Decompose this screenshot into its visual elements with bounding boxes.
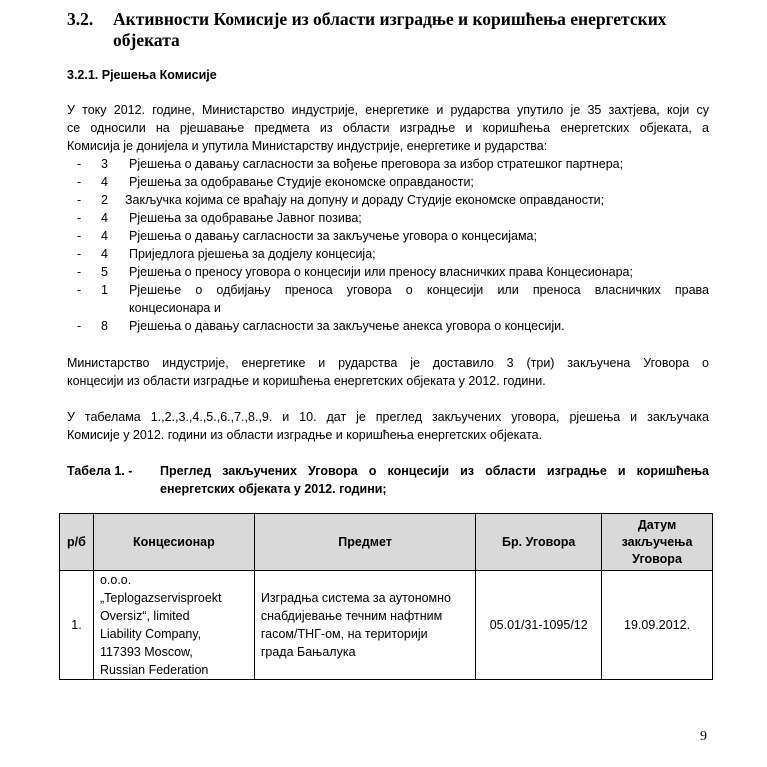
list-item — [67, 227, 709, 245]
cell-num: 1. — [60, 571, 94, 680]
subsection-title: 3.2.1. Рјешења Комисије — [67, 68, 217, 82]
list-text: Рјешења за одобравање Студије економске оправданости; — [129, 175, 474, 189]
intro-paragraph — [67, 101, 709, 155]
concessionaire-line: „Teplogazservisproekt — [99, 591, 222, 605]
header-subject: Предмет — [254, 514, 475, 571]
list-text: Рјешења о давању сагласности за закључење уговора о концесијама; — [129, 229, 537, 243]
header-date-line: Датум — [637, 517, 677, 532]
list-item — [67, 209, 709, 227]
section-title — [113, 9, 723, 51]
header-contract-no: Бр. Уговора — [476, 514, 602, 571]
list-count: 8 — [101, 319, 108, 333]
header-concessionaire: Концесионар — [93, 514, 254, 571]
list-dash: - — [77, 157, 82, 171]
decisions-list — [67, 155, 709, 335]
cell-subject — [254, 571, 475, 680]
list-dash: - — [77, 319, 82, 333]
paragraph-line: концесији из области изградње и коришћења енергетских објеката у 2012. години. — [67, 374, 546, 388]
table-caption-label: Табела 1. - — [67, 464, 133, 478]
header-date — [602, 514, 713, 571]
header-num: р/б — [60, 514, 94, 571]
concessionaire-line: Russian Federation — [99, 663, 209, 677]
list-item — [67, 281, 709, 317]
section-number: 3.2. — [67, 9, 94, 29]
subject-line: гасом/ТНГ-ом, на територији — [260, 627, 428, 641]
list-count: 5 — [101, 265, 108, 279]
list-count: 1 — [101, 283, 108, 297]
concessionaire-line: о.о.о. — [99, 573, 132, 587]
subject-line: снабдијевање течним нафтним — [260, 609, 443, 623]
list-item — [67, 317, 709, 335]
paragraph-line: Комисије у 2012. години из области изградње и коришћења енергетских објеката. — [67, 428, 543, 442]
list-count: 4 — [101, 175, 108, 189]
list-item — [67, 173, 709, 191]
list-text: Закључка којима се враћају на допуну и дораду Студије економске оправданости; — [125, 193, 605, 207]
list-dash: - — [77, 265, 82, 279]
intro-line: се односили на рјешавање предмета из области изградње и коришћења енергетских објеката, а — [67, 121, 709, 135]
list-text: Рјешење о одбијању преноса уговора о концесији или преноса власничких права — [129, 283, 709, 297]
list-text: Приједлога рјешења за додјелу концесија; — [129, 247, 376, 261]
paragraph-line: У табелама 1.,2.,3.,4.,5.,6.,7.,8.,9. и 10. дат је преглед закључених уговора, рјешења и закључака — [67, 410, 709, 424]
list-item — [67, 263, 709, 281]
cell-date: 19.09.2012. — [602, 571, 713, 680]
cell-contract-no: 05.01/31-1095/12 — [476, 571, 602, 680]
table-header-row — [60, 514, 713, 571]
list-dash: - — [77, 211, 82, 225]
list-dash: - — [77, 175, 82, 189]
concessionaire-line: Oversiz“, limited — [99, 609, 190, 623]
concession-contracts-table — [59, 513, 713, 680]
list-text-continuation: концесионара и — [129, 301, 221, 315]
list-text: Рјешења о преносу уговора о концесији или преносу власничких права Концесионара; — [129, 265, 633, 279]
list-item — [67, 191, 709, 209]
intro-line: У току 2012. године, Министарство индустрије, енергетике и рударства упутило је 35 захтјева, који су — [67, 103, 709, 117]
list-item — [67, 155, 709, 173]
subject-line: Изградња система за аутономно — [260, 591, 451, 605]
subject-line: града Бањалука — [260, 645, 356, 659]
header-date-line: Уговора — [632, 551, 682, 566]
list-count: 4 — [101, 211, 108, 225]
intro-line: Комисија је донијела и упутила Министарству индустрије, енергетике и рударства: — [67, 139, 548, 153]
table-caption-line-2: енергетских објеката у 2012. години; — [160, 482, 387, 496]
section-title-line-2: објеката — [113, 30, 180, 50]
list-dash: - — [77, 193, 82, 207]
list-count: 2 — [101, 193, 108, 207]
section-title-line-1: Активности Комисије из области изградње и коришћења енергетских — [113, 9, 667, 29]
list-dash: - — [77, 247, 82, 261]
header-date-line: закључења — [621, 534, 693, 549]
list-text: Рјешења о давању сагласности за вођење преговора за избор стратешког партнера; — [129, 157, 624, 171]
table-caption-line-1: Преглед закључених Уговора о концесији из области изградње и коришћења — [160, 464, 709, 478]
contracts-paragraph — [67, 354, 709, 390]
list-dash: - — [77, 283, 82, 297]
list-dash: - — [77, 229, 82, 243]
list-item — [67, 245, 709, 263]
list-text: Рјешења о давању сагласности за закључење анекса уговора о концесији. — [129, 319, 565, 333]
page-number: 9 — [700, 729, 707, 744]
tables-overview-paragraph — [67, 408, 709, 444]
list-count: 3 — [101, 157, 108, 171]
list-text: Рјешења за одобравање Јавног позива; — [129, 211, 362, 225]
concessionaire-line: 117393 Moscow, — [99, 645, 193, 659]
list-count: 4 — [101, 229, 108, 243]
paragraph-line: Министарство индустрије, енергетике и рударства је доставило 3 (три) закључена Уговора о — [67, 356, 709, 370]
cell-concessionaire — [93, 571, 254, 680]
table-row — [60, 571, 713, 680]
list-count: 4 — [101, 247, 108, 261]
concessionaire-line: Liability Company, — [99, 627, 202, 641]
